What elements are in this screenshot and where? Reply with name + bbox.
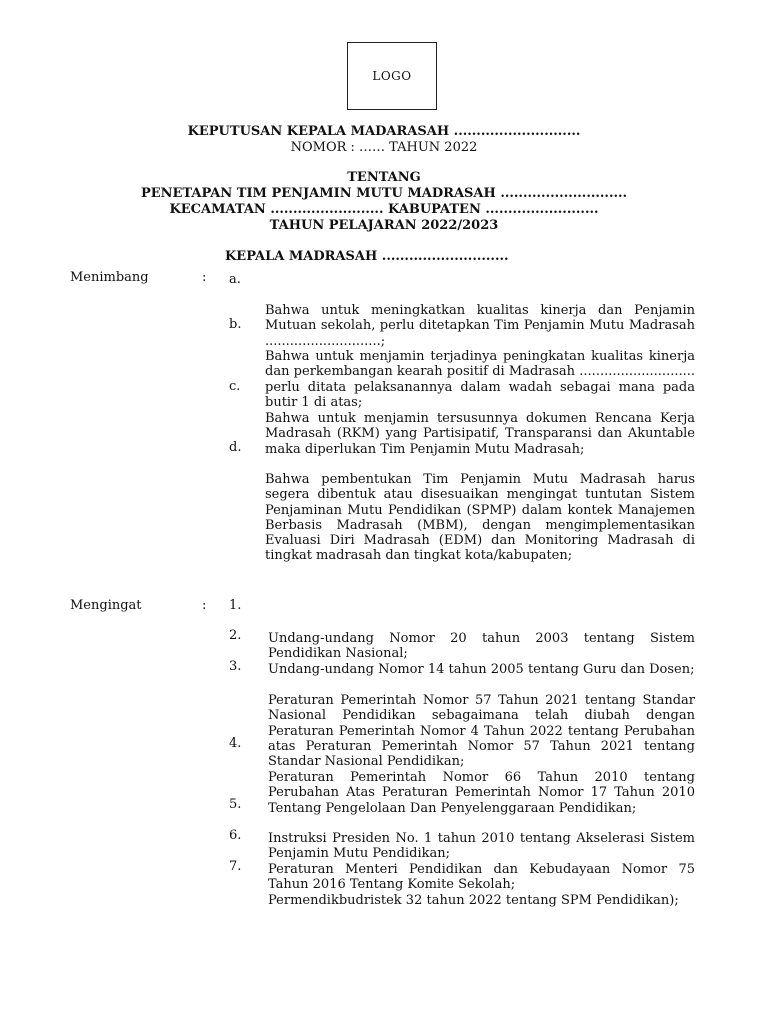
menimbang-item-b: Bahwa untuk menjamin terjadinya peningkatan kualitas kinerja dan perkembangan kearah positif di Madrasah ............................ perlu ditata pelaksanannya dalam wadah sebagai mana pada butir 1 di atas; xyxy=(265,349,695,410)
subject-line-1: PENETAPAN TIM PENJAMIN MUTU MADRASAH ............................ xyxy=(140,186,628,201)
mengingat-marker-1: 1. xyxy=(229,598,242,613)
mengingat-marker-7: 7. xyxy=(229,859,242,874)
menimbang-label: Menimbang xyxy=(70,270,149,285)
mengingat-item-4: Peraturan Pemerintah Nomor 66 Tahun 2010 tentang Perubahan Atas Peraturan Pemerintah Nomor 17 Tahun 2010 Tentang Pengelolaan Dan Penyelenggaraan Pendidikan; xyxy=(268,770,695,816)
menimbang-colon: : xyxy=(202,270,207,285)
mengingat-marker-5: 5. xyxy=(229,797,242,812)
mengingat-item-7: Permendikbudristek 32 tahun 2022 tentang SPM Pendidikan); xyxy=(268,893,679,908)
mengingat-item-1: Undang-undang Nomor 20 tahun 2003 tentang Sistem Pendidikan Nasional; xyxy=(268,631,695,662)
mengingat-item-6: Peraturan Menteri Pendidikan dan Kebudayaan Nomor 75 Tahun 2016 Tentang Komite Sekolah; xyxy=(268,862,695,893)
menimbang-marker-b: b. xyxy=(229,317,242,332)
menimbang-item-a: Bahwa untuk meningkatkan kualitas kinerja dan Penjamin Mutuan sekolah, perlu ditetapkan Tim Penjamin Mutu Madrasah ............................; xyxy=(265,303,695,349)
logo-label: LOGO xyxy=(372,69,412,83)
mengingat-label: Mengingat xyxy=(70,598,142,613)
mengingat-item-3: Peraturan Pemerintah Nomor 57 Tahun 2021 tentang Standar Nasional Pendidikan sebagaimana telah diubah dengan Peraturan Pemerintah Nomor 4 Tahun 2022 tentang Perubahan atas Peraturan Pemerintah Nomor 57 Tahun 2021 tentang Standar Nasional Pendidikan; xyxy=(268,693,695,770)
menimbang-marker-d: d. xyxy=(229,440,242,455)
tentang-heading: TENTANG xyxy=(347,170,421,185)
logo-placeholder xyxy=(347,42,437,110)
document-title: KEPUTUSAN KEPALA MADARASAH ............................ xyxy=(187,124,581,139)
mengingat-marker-3: 3. xyxy=(229,659,242,674)
mengingat-item-2: Undang-undang Nomor 14 tahun 2005 tentang Guru dan Dosen; xyxy=(268,662,695,677)
document-number: NOMOR : …… TAHUN 2022 xyxy=(290,140,478,155)
mengingat-marker-4: 4. xyxy=(229,736,242,751)
mengingat-marker-2: 2. xyxy=(229,628,242,643)
mengingat-marker-6: 6. xyxy=(229,828,242,843)
menimbang-item-d: Bahwa pembentukan Tim Penjamin Mutu Madrasah harus segera dibentuk atau disesuaikan mengingat tuntutan Sistem Penjaminan Mutu Pendidikan (SPMP) dalam kontek Manajemen Berbasis Madrasah (MBM), dengan mengimplementasikan Evaluasi Diri Madrasah (EDM) dan Monitoring Madrasah di tingkat madrasah dan tingkat kota/kabupaten; xyxy=(265,472,695,564)
menimbang-item-c: Bahwa untuk menjamin tersusunnya dokumen Rencana Kerja Madrasah (RKM) yang Partisipatif, Transparansi dan Akuntable maka diperlukan Tim Penjamin Mutu Madrasah; xyxy=(265,411,695,457)
menimbang-marker-c: c. xyxy=(229,379,241,394)
kepala-madrasah-heading: KEPALA MADRASAH ............................ xyxy=(225,249,509,264)
subject-line-2: KECAMATAN ......................... KABUPATEN ......................... xyxy=(169,202,599,217)
menimbang-marker-a: a. xyxy=(229,272,241,287)
subject-line-3: TAHUN PELAJARAN 2022/2023 xyxy=(269,218,499,233)
mengingat-colon: : xyxy=(202,598,207,613)
mengingat-item-5: Instruksi Presiden No. 1 tahun 2010 tentang Akselerasi Sistem Penjamin Mutu Pendidikan; xyxy=(268,831,695,862)
